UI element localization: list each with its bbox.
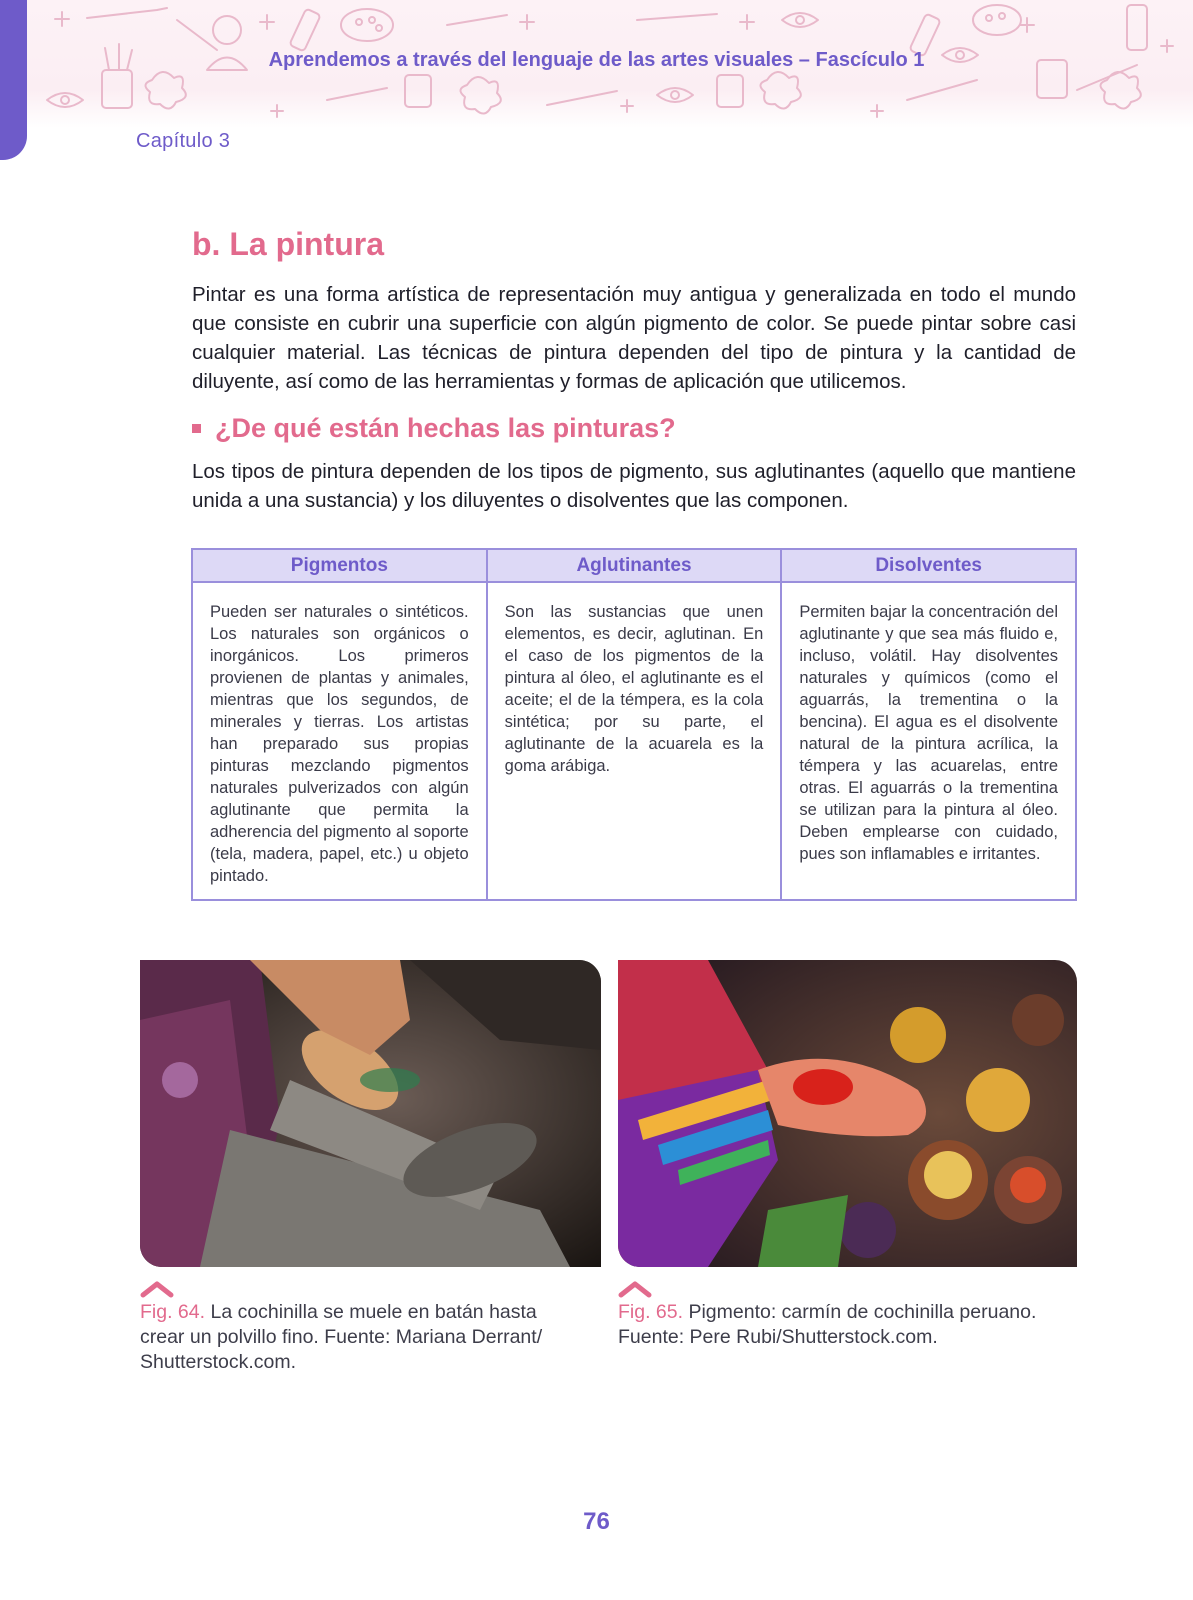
table-row xyxy=(192,582,1076,900)
chapter-label: Capítulo 3 xyxy=(136,130,231,152)
chevron-up-icon xyxy=(618,1280,652,1298)
fig64-caption xyxy=(140,1300,580,1375)
fig64-number: Fig. 64. xyxy=(140,1301,206,1323)
paint-components-table xyxy=(191,548,1077,901)
fig65-caption xyxy=(618,1300,1078,1350)
fig64-photo-grinding-cochineal xyxy=(140,960,601,1267)
table-cell-disolventes: Permiten bajar la concentración del aglutinante y que sea más fluido e, incluso, volátil. Hay disolventes naturales y químicos (como el aguarrás, la trementina o la bencina). El agua es el disolvente natural de la pintura acrílica, la témpera y las acuarelas, entre otras. El aguarrás o la trementina se utilizan para la pintura al óleo. Deben emplearse con cuidado, pues son inflamables e irritantes. xyxy=(781,582,1076,900)
square-bullet-icon xyxy=(192,424,201,433)
table-header-pigmentos: Pigmentos xyxy=(192,549,487,582)
table-header-disolventes: Disolventes xyxy=(781,549,1076,582)
fig65-number: Fig. 65. xyxy=(618,1301,684,1323)
fig65-photo-carmine-pigment xyxy=(618,960,1077,1267)
subheading-paragraph: Los tipos de pintura dependen de los tipos de pigmento, sus aglutinantes (aquello que mantiene unida a una sustancia) y los diluyentes o disolventes que las componen. xyxy=(192,460,1076,512)
subheading xyxy=(192,413,676,444)
page-number: 76 xyxy=(583,1508,610,1535)
fascicle-title: Aprendemos a través del lenguaje de las artes visuales – Fascículo 1 xyxy=(268,49,925,71)
table-cell-aglutinantes: Son las sustancias que unen elementos, es decir, aglutinan. En el caso de los pigmentos de la pintura al óleo, el aglutinante es el aceite; el de la témpera, es la cola sintética; por su parte, el aglutinante de la acuarela es la goma arábiga. xyxy=(487,582,782,900)
intro-paragraph: Pintar es una forma artística de representación muy antigua y generalizada en todo el mundo que consiste en cubrir una superficie con algún pigmento de color. Se puede pintar sobre casi cualquier material. Las técnicas de pintura dependen del tipo de pintura y la cantidad de diluyente, así como de las herramientas y formas de aplicación que utilicemos. xyxy=(192,283,1076,393)
table-header-aglutinantes: Aglutinantes xyxy=(487,549,782,582)
subheading-text: ¿De qué están hechas las pinturas? xyxy=(215,413,676,443)
fig64-caption-text: La cochinilla se muele en batán hasta crear un polvillo fino. Fuente: Mariana Derrant/ Shutterstock.com. xyxy=(140,1301,543,1373)
chevron-up-icon xyxy=(140,1280,174,1298)
section-title: b. La pintura xyxy=(192,226,384,262)
chapter-tab-marker xyxy=(0,0,27,160)
table-header-row xyxy=(192,549,1076,582)
fig65-caption-text: Pigmento: carmín de cochinilla peruano. Fuente: Pere Rubi/Shutterstock.com. xyxy=(618,1301,1037,1348)
table-cell-pigmentos: Pueden ser naturales o sintéticos. Los naturales son orgánicos o inorgánicos. Los primeros provienen de plantas y animales, mientras que los segundos, de minerales y tierras. Los artistas han preparado sus propias pinturas mezclando pigmentos naturales pulverizados con algún aglutinante que permita la adherencia del pigmento al soporte (tela, madera, papel, etc.) u objeto pintado. xyxy=(192,582,487,900)
